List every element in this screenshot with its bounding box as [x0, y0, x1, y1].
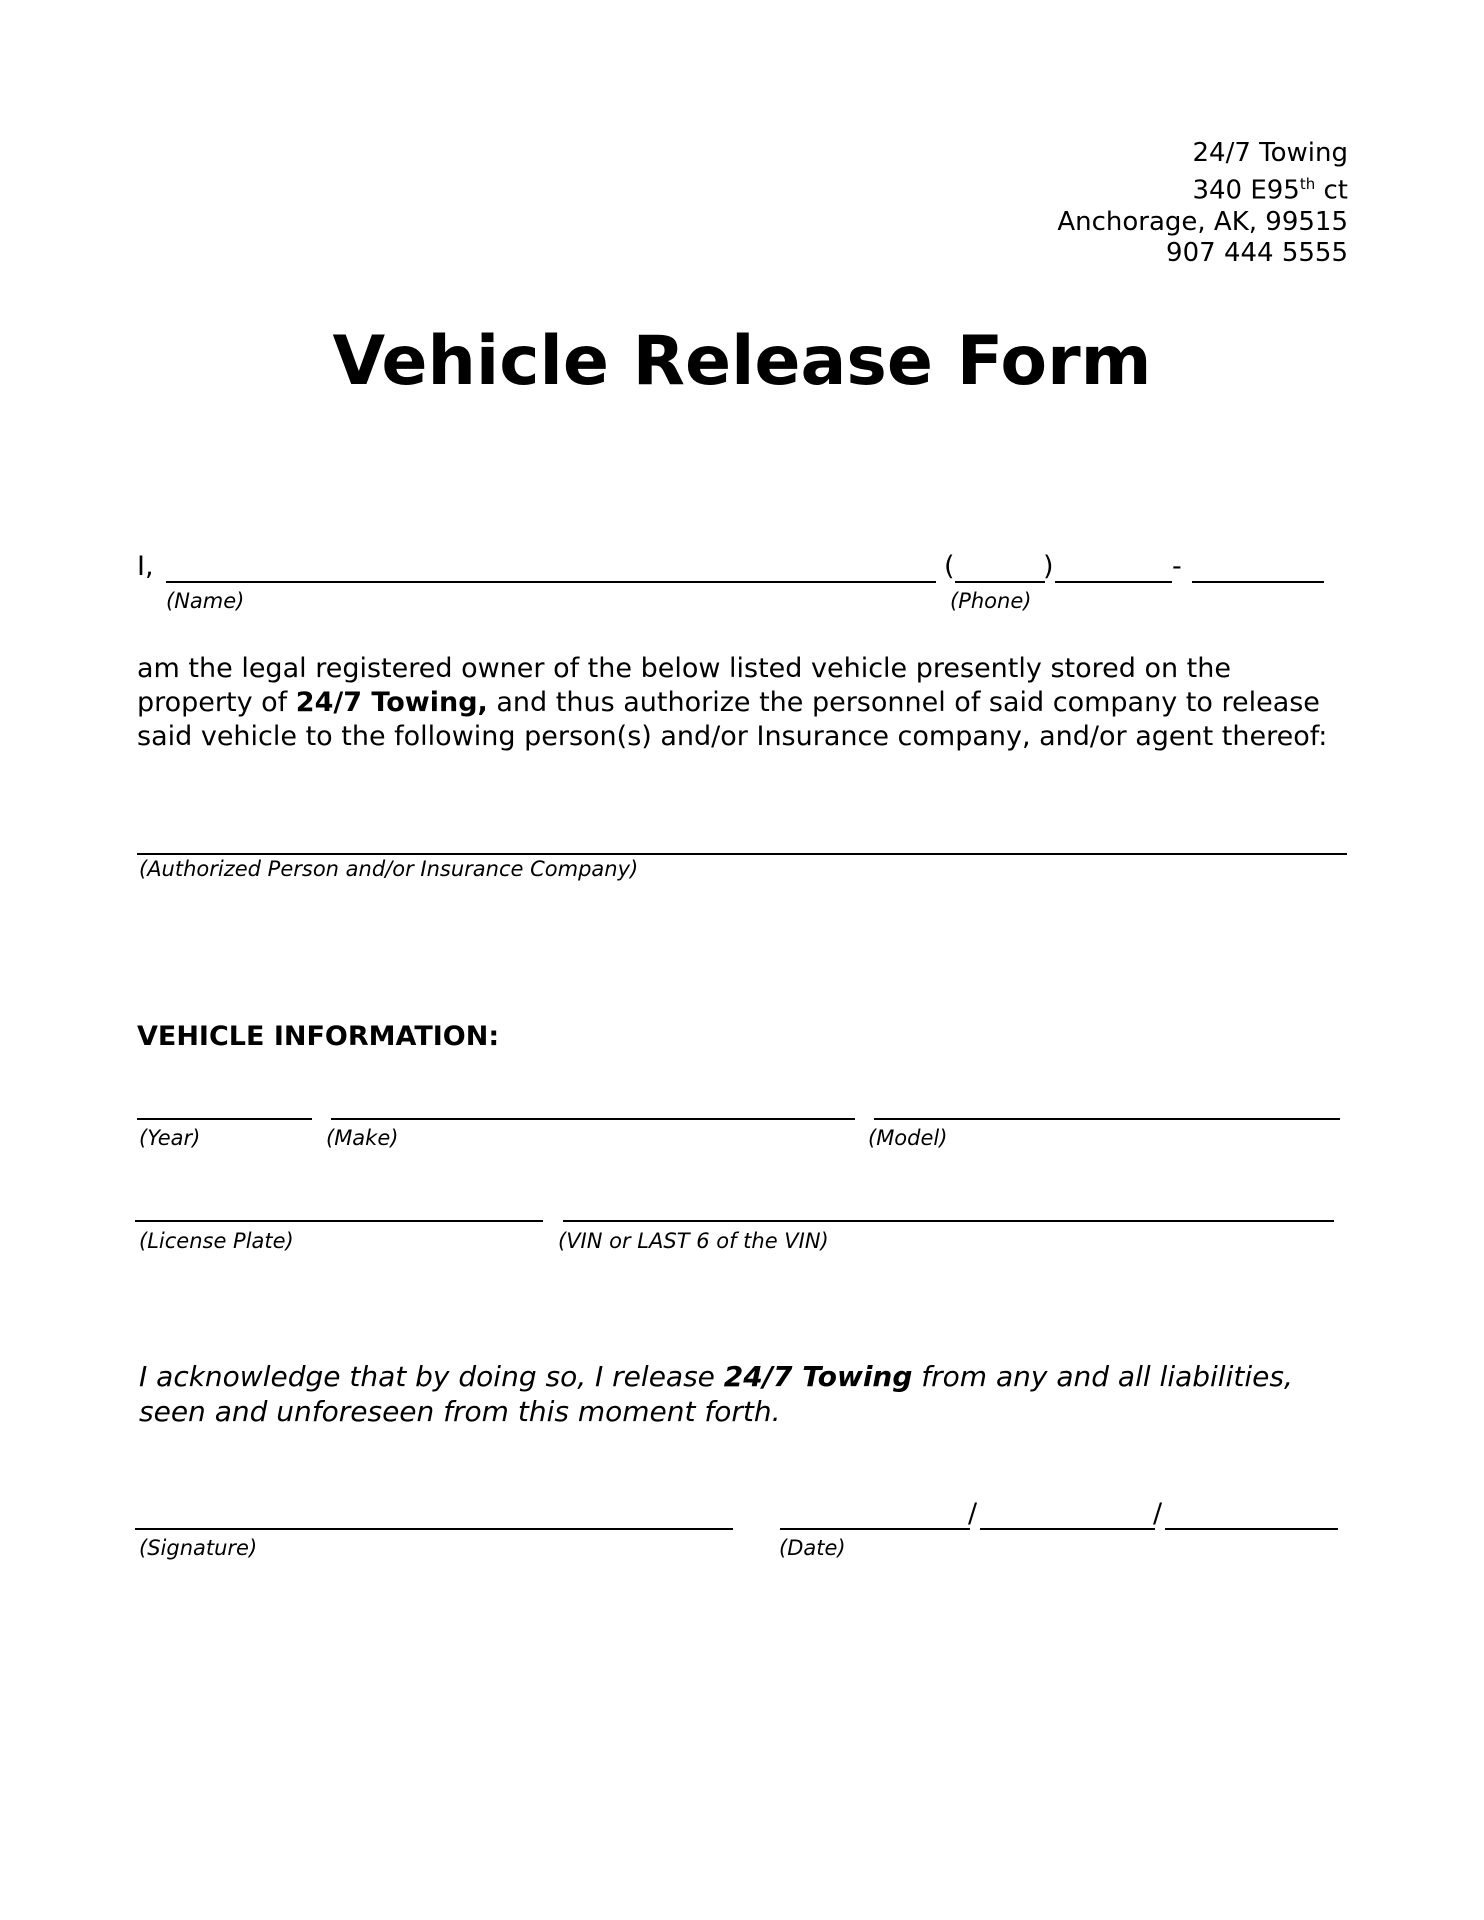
signature-label: (Signature): [139, 1536, 258, 1560]
phone-prefix-field[interactable]: [1055, 581, 1172, 583]
company-name: 24/7 Towing: [1192, 138, 1348, 168]
name-label: (Name): [166, 589, 245, 613]
company-city: Anchorage, AK, 99515: [1057, 206, 1348, 237]
authorized-person-label: (Authorized Person and/or Insurance Company): [139, 857, 639, 881]
authorization-paragraph: [137, 652, 1352, 754]
paragraph-company: 24/7 Towing,: [295, 687, 488, 718]
page-title: Vehicle Release Form: [332, 322, 1152, 401]
ack-text: I acknowledge that by doing so, I release: [139, 1360, 724, 1393]
phone-label: (Phone): [950, 589, 1032, 613]
vin-field[interactable]: [563, 1220, 1334, 1222]
name-field[interactable]: [166, 581, 936, 583]
date-separator-1: /: [968, 1498, 978, 1529]
model-field[interactable]: [874, 1118, 1340, 1120]
street-suffix: ct: [1315, 175, 1348, 206]
date-day-field[interactable]: [980, 1528, 1155, 1530]
street-ordinal: th: [1299, 175, 1316, 193]
phone-paren-open: (: [944, 551, 955, 582]
acknowledgement-text: [139, 1359, 1354, 1429]
vin-label: (VIN or LAST 6 of the VIN): [558, 1229, 829, 1253]
year-field[interactable]: [137, 1118, 312, 1120]
paragraph-text: am the legal registered owner of the below listed vehicle presently stored on the property of: [137, 653, 1231, 718]
phone-paren-close: ): [1043, 551, 1054, 582]
phone-dash: -: [1172, 551, 1182, 582]
make-label: (Make): [326, 1126, 399, 1150]
ack-company: 24/7 Towing: [723, 1360, 913, 1393]
phone-area-code-field[interactable]: [955, 581, 1045, 583]
make-field[interactable]: [331, 1118, 855, 1120]
owner-prefix: I,: [137, 551, 154, 582]
company-address: [1057, 138, 1348, 269]
signature-field[interactable]: [135, 1528, 733, 1530]
date-label: (Date): [779, 1536, 846, 1560]
license-plate-field[interactable]: [135, 1220, 543, 1222]
date-month-field[interactable]: [780, 1528, 970, 1530]
phone-line-field[interactable]: [1192, 581, 1324, 583]
authorized-person-field[interactable]: [137, 853, 1347, 855]
date-separator-2: /: [1153, 1498, 1163, 1529]
street-number: 340 E95: [1192, 175, 1300, 206]
year-label: (Year): [139, 1126, 201, 1150]
ack-text-2: from any and all liabilities, seen and unforeseen from this moment forth.: [139, 1360, 1293, 1428]
license-plate-label: (License Plate): [139, 1229, 294, 1253]
company-phone: 907 444 5555: [1166, 237, 1348, 268]
paragraph-text-2: and thus authorize the personnel of said company to release said vehicle to the following person(s) and/or Insurance company, and/or agent thereof:: [137, 687, 1328, 752]
company-street: [1057, 169, 1348, 207]
model-label: (Model): [868, 1126, 948, 1150]
date-year-field[interactable]: [1165, 1528, 1338, 1530]
vehicle-info-heading: VEHICLE INFORMATION:: [137, 1021, 500, 1052]
